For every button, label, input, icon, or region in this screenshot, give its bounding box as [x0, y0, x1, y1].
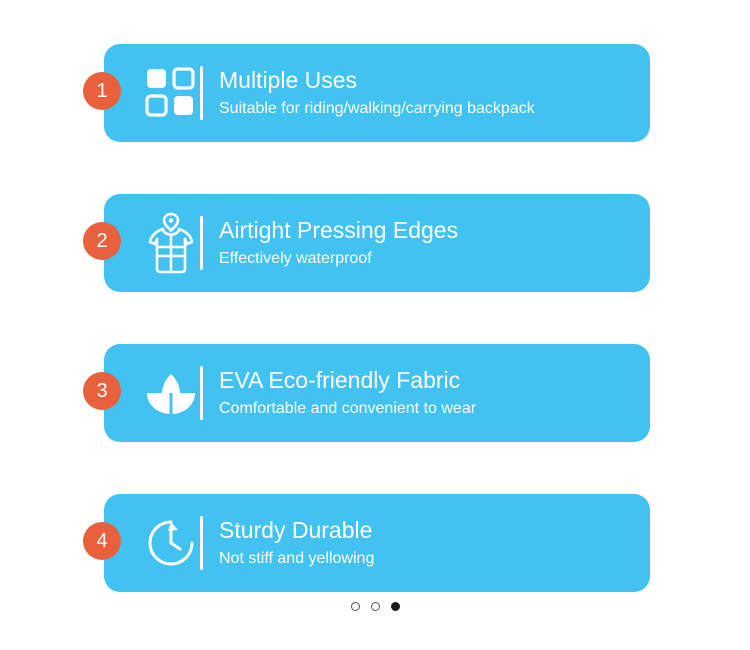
feature-subtitle: Not stiff and yellowing	[219, 549, 375, 567]
feature-subtitle: Comfortable and convenient to wear	[219, 399, 477, 417]
card-divider	[200, 366, 203, 420]
feature-title: Sturdy Durable	[219, 516, 373, 543]
feature-card[interactable]	[104, 494, 650, 592]
feature-card[interactable]	[104, 194, 650, 292]
feature-number-badge: 3	[83, 372, 121, 410]
feature-text	[219, 516, 374, 571]
feature-text	[219, 366, 476, 421]
feature-title: EVA Eco-friendly Fabric	[219, 366, 461, 393]
pagination-dot-3[interactable]	[391, 602, 400, 611]
pagination-dot-1[interactable]	[351, 602, 360, 611]
feature-subtitle: Effectively waterproof	[219, 249, 372, 267]
pagination-dots	[0, 602, 750, 611]
feature-row	[0, 322, 750, 472]
feature-number-badge: 2	[83, 222, 121, 260]
feature-card[interactable]	[104, 44, 650, 142]
feature-card[interactable]	[104, 344, 650, 442]
card-divider	[200, 516, 203, 570]
feature-row	[0, 22, 750, 172]
feature-list	[0, 22, 750, 622]
feature-row	[0, 472, 750, 622]
feature-title: Multiple Uses	[219, 66, 358, 93]
feature-subtitle: Suitable for riding/walking/carrying backpack	[219, 99, 535, 117]
card-divider	[200, 216, 203, 270]
feature-title: Airtight Pressing Edges	[219, 216, 459, 243]
feature-row	[0, 172, 750, 322]
feature-number-badge: 4	[83, 522, 121, 560]
feature-text	[219, 66, 535, 121]
feature-text	[219, 216, 458, 271]
pagination-dot-2[interactable]	[371, 602, 380, 611]
feature-number-badge: 1	[83, 72, 121, 110]
card-divider	[200, 66, 203, 120]
